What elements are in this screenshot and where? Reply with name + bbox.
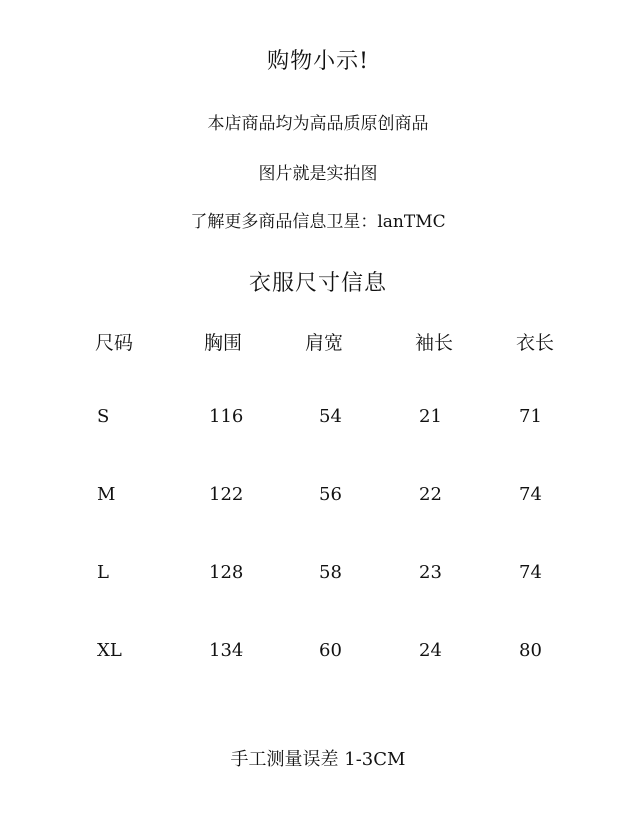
shop-note-contact: 了解更多商品信息卫星：lanTMC — [190, 212, 446, 232]
chest-cell: 116 — [209, 406, 244, 427]
table-row — [0, 484, 636, 514]
length-cell: 74 — [519, 562, 542, 583]
size-cell: M — [97, 484, 116, 505]
shoulder-cell: 56 — [319, 484, 342, 505]
table-row — [0, 406, 636, 436]
shoulder-cell: 60 — [319, 640, 342, 661]
size-table-header — [0, 328, 636, 358]
page-title: 购物小示! — [267, 49, 369, 74]
column-header-size: 尺码 — [95, 332, 134, 354]
size-cell: XL — [97, 640, 122, 661]
chest-cell: 134 — [209, 640, 244, 661]
measurement-note: 手工测量误差 1-3CM — [230, 749, 406, 770]
sleeve-cell: 22 — [419, 484, 442, 505]
length-cell: 71 — [519, 406, 542, 427]
length-cell: 74 — [519, 484, 542, 505]
size-cell: L — [97, 562, 109, 583]
shop-note-quality: 本店商品均为高品质原创商品 — [207, 114, 429, 134]
shoulder-cell: 54 — [319, 406, 342, 427]
chest-cell: 122 — [209, 484, 244, 505]
sleeve-cell: 24 — [419, 640, 442, 661]
sleeve-cell: 23 — [419, 562, 442, 583]
sleeve-cell: 21 — [419, 406, 442, 427]
size-table — [0, 328, 636, 718]
column-header-sleeve: 袖长 — [415, 332, 454, 354]
shoulder-cell: 58 — [319, 562, 342, 583]
length-cell: 80 — [519, 640, 542, 661]
size-table-title: 衣服尺寸信息 — [248, 271, 387, 296]
chest-cell: 128 — [209, 562, 244, 583]
table-row — [0, 562, 636, 592]
column-header-length: 衣长 — [516, 332, 555, 354]
size-cell: S — [97, 406, 110, 427]
table-row — [0, 640, 636, 670]
column-header-shoulder: 肩宽 — [305, 332, 344, 354]
column-header-chest: 胸围 — [204, 332, 243, 354]
shop-note-photos: 图片就是实拍图 — [258, 164, 378, 184]
